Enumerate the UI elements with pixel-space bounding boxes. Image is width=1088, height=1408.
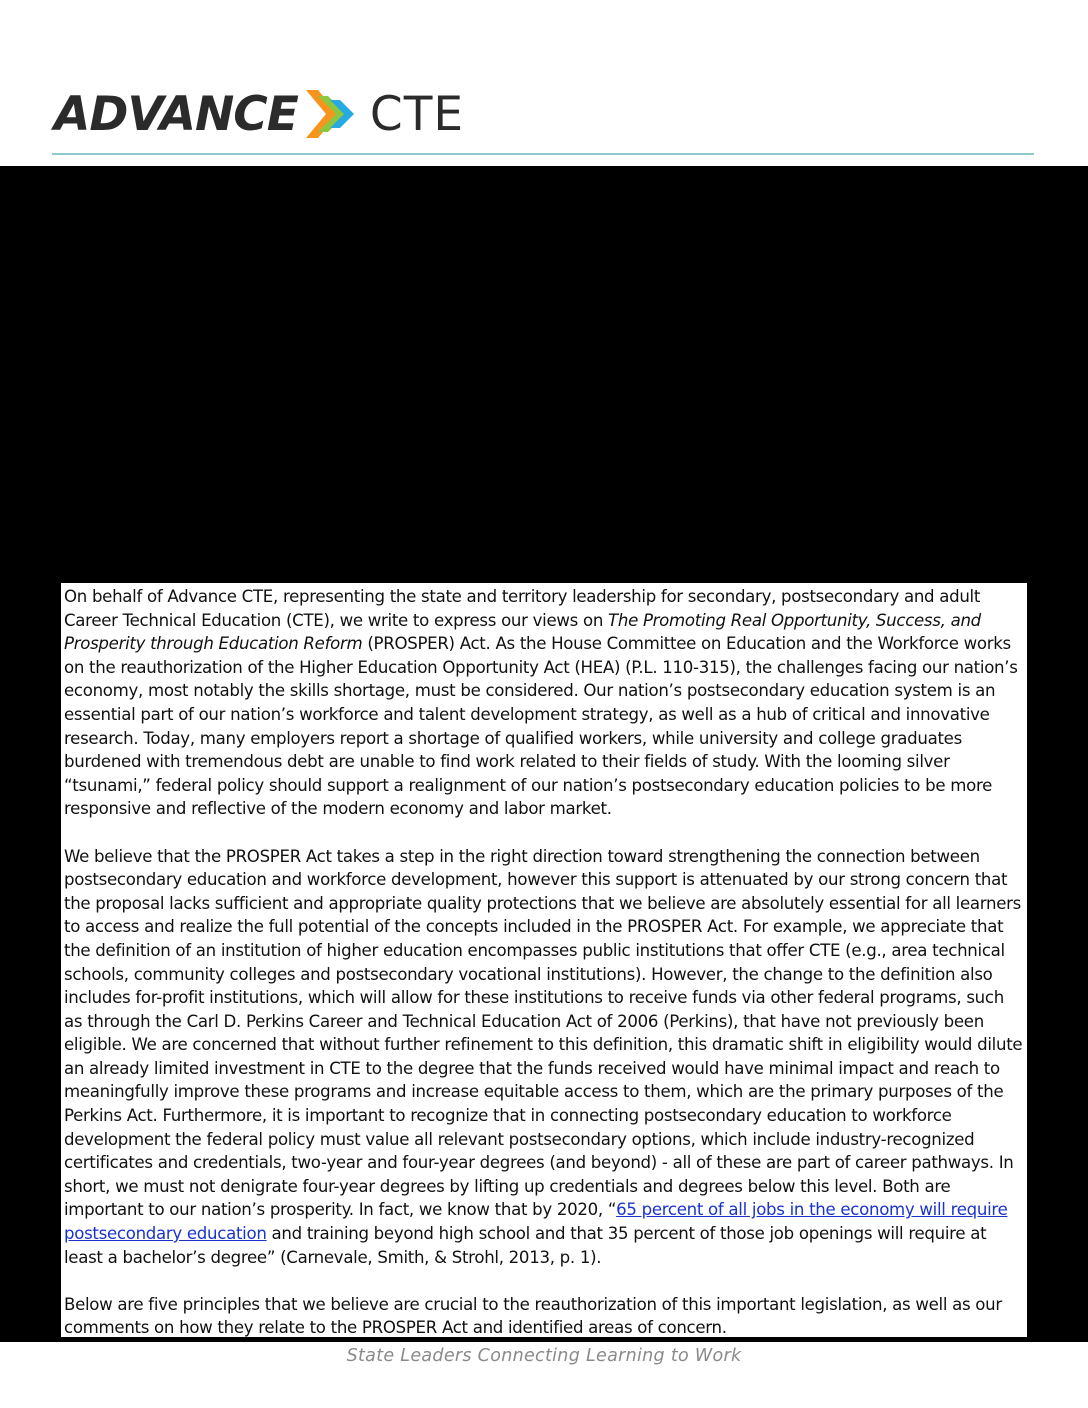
- postsecondary-jobs-link[interactable]: 65 percent of all jobs in the economy will require postsecondary education: [64, 1200, 1008, 1244]
- paragraph-intro: [64, 585, 1025, 821]
- concerns-text-b: and training beyond high school and that 35 percent of those job openings will require at least a bachelor’s degree” (Carnevale, Smith, & Strohl, 2013, p. 1).: [64, 1224, 987, 1267]
- intro-text-b: (PROSPER) Act. As the House Committee on Education and the Workforce works on the reauthorization of the Higher Education Opportunity Act (HEA) (P.L. 110-315), the challenges facing our nation’s economy, most notably the skills shortage, must be considered. Our nation’s postsecondary education system is an essential part of our nation’s workforce and talent development strategy, as well as a hub of critical and innovative research. Today, many employers report a shortage of qualified workers, while university and college graduates burdened with tremendous debt are unable to find work related to their fields of study. With the looming silver “tsunami,” federal policy should support a realignment of our nation’s postsecondary education policies to be more responsive and reflective of the modern economy and labor market.: [64, 634, 1018, 819]
- advance-cte-logo: [54, 84, 464, 144]
- paragraph-concerns: [64, 845, 1025, 1270]
- logo-cte-mark: CTE: [369, 86, 465, 142]
- paragraph-principles: Below are five principles that we believe are crucial to the reauthorization of this important legislation, as well as our comments on how they relate to the PROSPER Act and identified areas of concern.: [64, 1294, 1002, 1338]
- footer-tagline: State Leaders Connecting Learning to Work: [346, 1346, 742, 1366]
- intro-text-a: On behalf of Advance CTE, representing the state and territory leadership for secondary, postsecondary and adult Career Technical Education (CTE), we write to express our views on: [64, 587, 981, 630]
- logo-wordmark: ADVANCE: [54, 86, 298, 142]
- chevrons-icon: [304, 86, 366, 142]
- act-title: The Promoting Real Opportunity, Success, and Prosperity through Education Reform: [64, 610, 981, 654]
- letter-body: [61, 583, 1027, 1337]
- letterhead: [0, 0, 1088, 166]
- header-rule: [52, 153, 1034, 155]
- concerns-text-a: We believe that the PROSPER Act takes a step in the right direction toward strengthening the connection between postsecondary education and workforce development, however this support is attenuated by our strong concern that the proposal lacks sufficient and appropriate quality protections that we believe are absolutely essential for all learners to access and realize the full potential of the concepts included in the PROSPER Act. For example, we appreciate that the definition of an institution of higher education encompasses public institutions that offer CTE (e.g., area technical schools, community colleges and postsecondary vocational institutions). However, the change to the definition also includes for-profit institutions, which will allow for these institutions to receive funds via other federal programs, such as through the Carl D. Perkins Career and Technical Education Act of 2006 (Perkins), that have not previously been eligible. We are concerned that without further refinement to this definition, this dramatic shift in eligibility would dilute an already limited investment in CTE to the degree that the funds received would have minimal impact and reach to meaningfully improve these programs and increase equitable access to them, which are the primary purposes of the Perkins Act. Furthermore, it is important to recognize that in connecting postsecondary education to workforce development the federal policy must value all relevant postsecondary options, which include industry-recognized certificates and credentials, two-year and four-year degrees (and beyond) - all of these are part of career pathways. In short, we must not denigrate four-year degrees by lifting up credentials and degrees below this level. Both are important to our nation’s prosperity. In fact, we know that by 2020, “: [64, 846, 1023, 1220]
